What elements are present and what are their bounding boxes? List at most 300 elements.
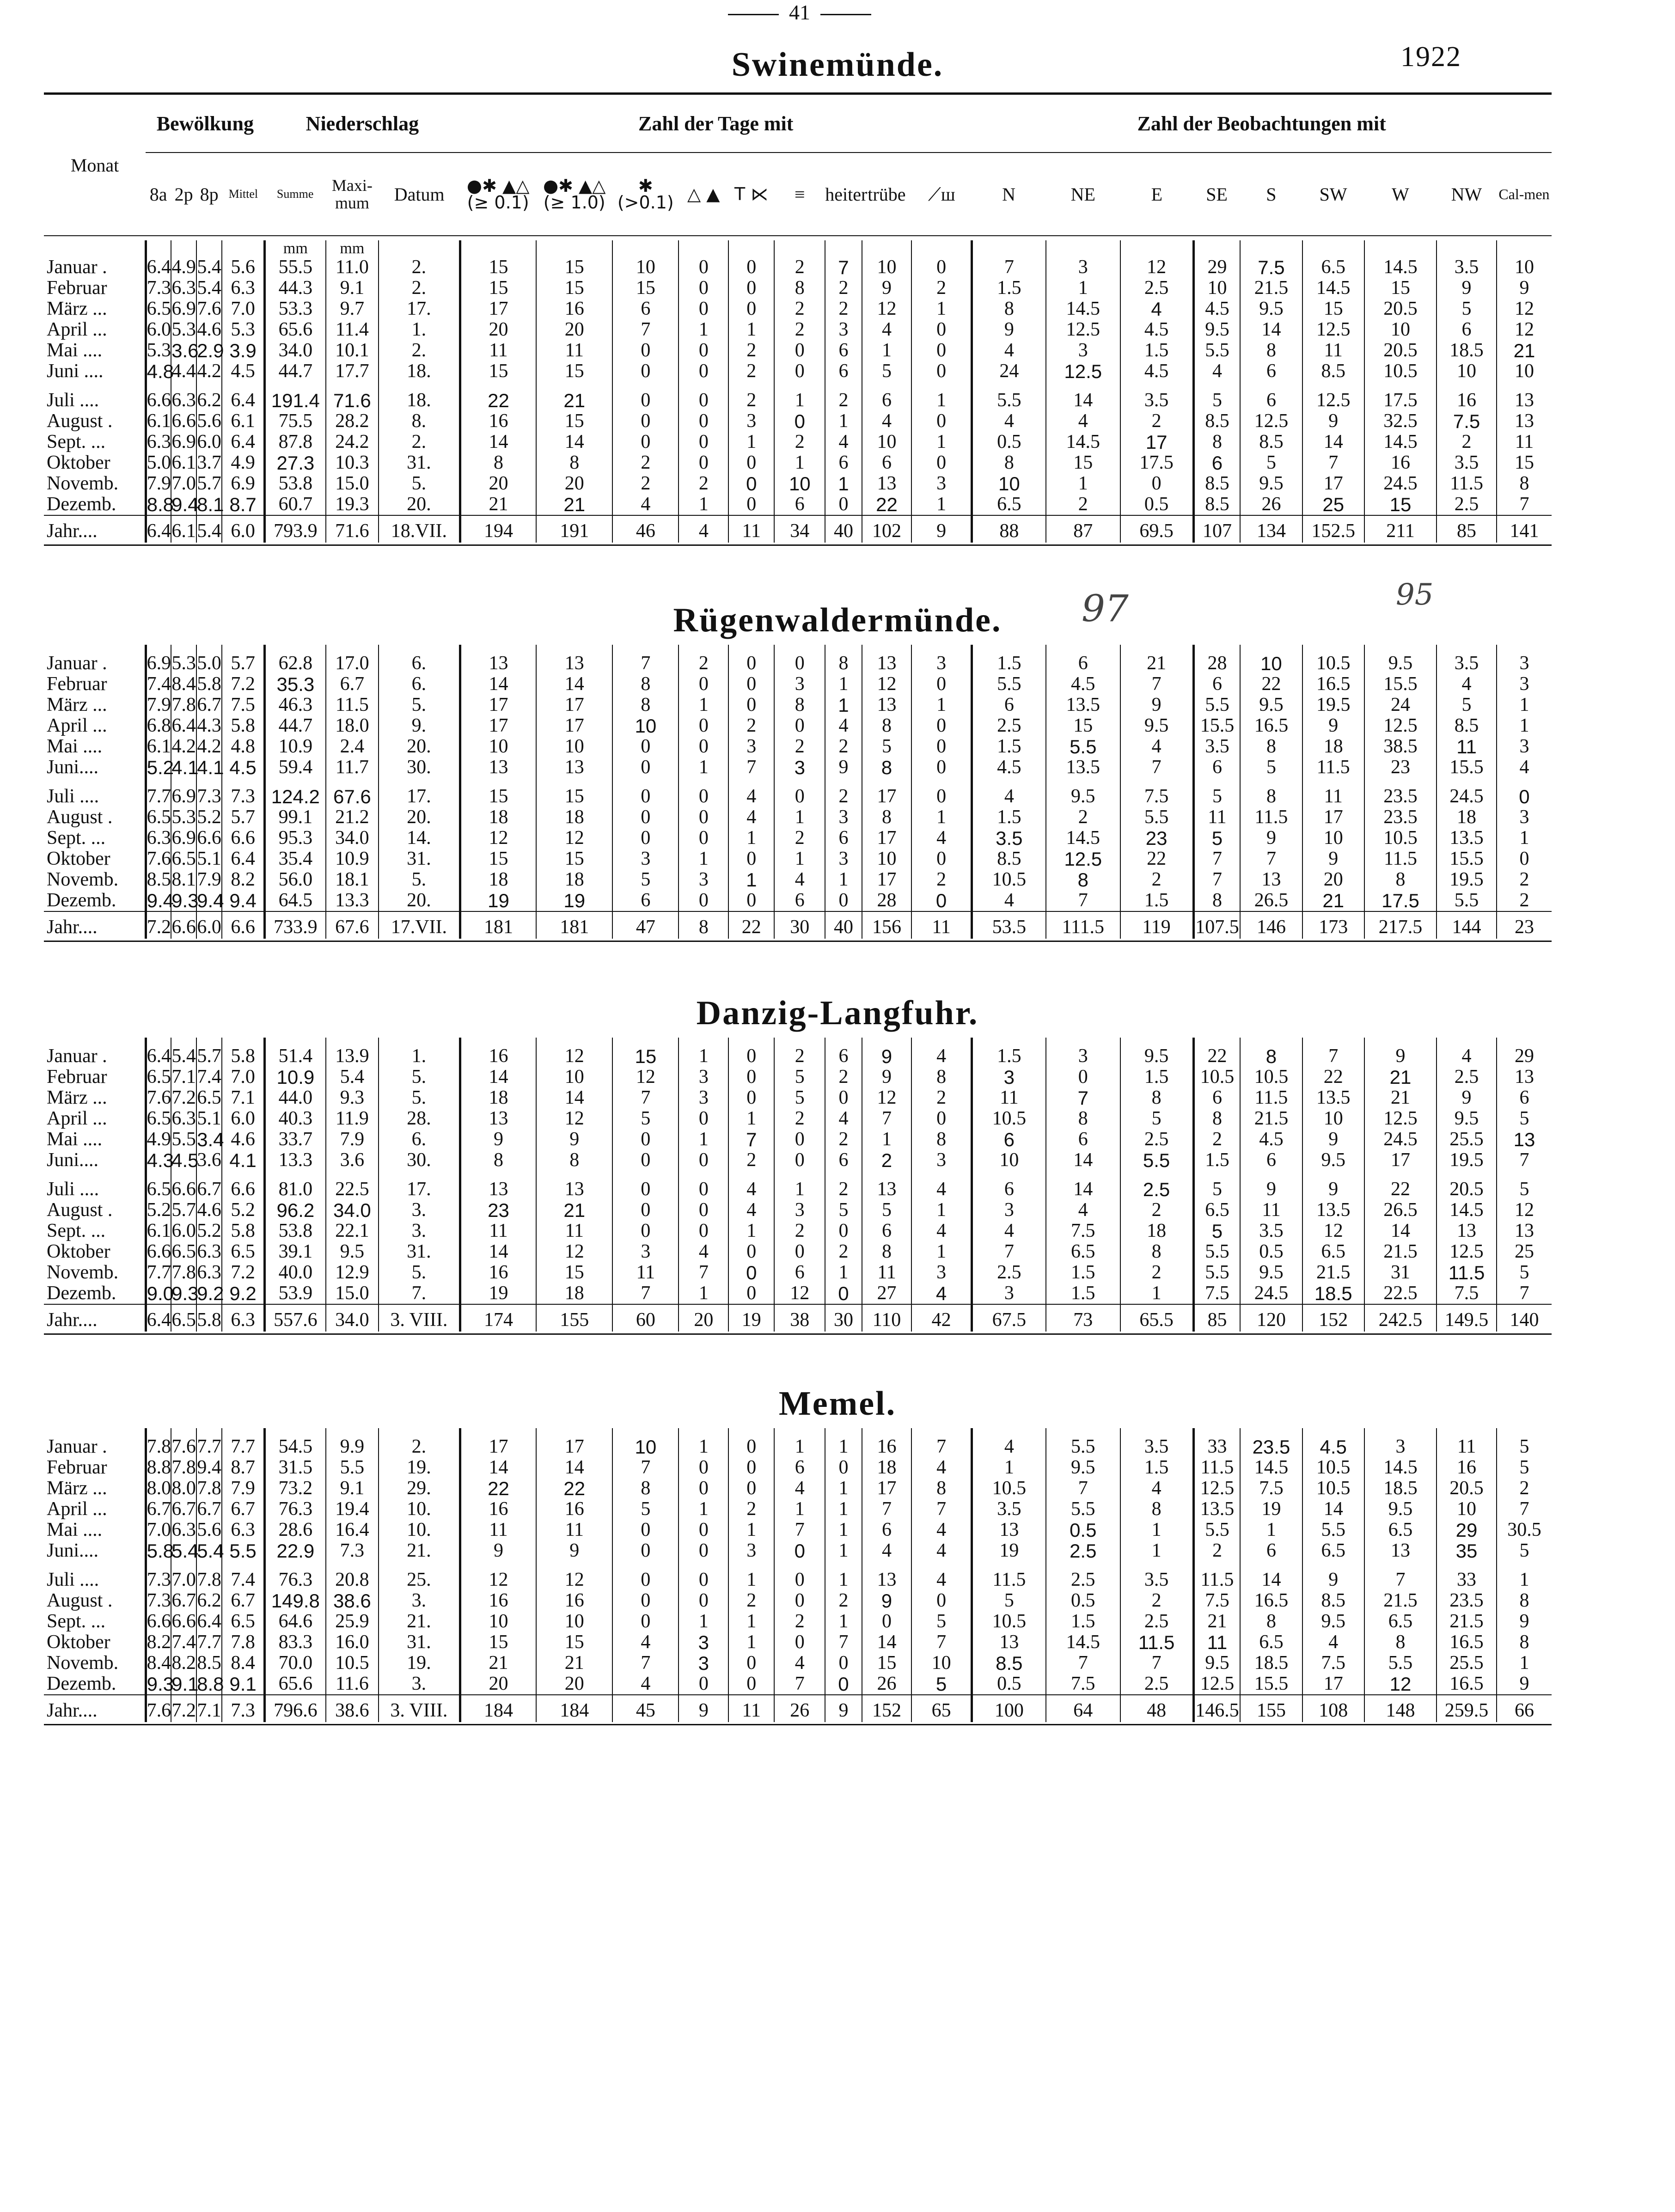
value-cell: 1 xyxy=(825,869,862,890)
spacer-cell xyxy=(774,1561,825,1570)
month-label: März ... xyxy=(47,1087,107,1108)
value-cell: 7.6 xyxy=(197,298,221,319)
value-cell: 3.6 xyxy=(197,1149,221,1171)
month-label: Januar . xyxy=(47,1045,107,1067)
spacer-cell xyxy=(1497,778,1552,786)
value-cell: 4 xyxy=(1046,411,1120,432)
month-row xyxy=(44,319,1552,340)
value-cell: 5.5 xyxy=(972,674,1046,695)
value-cell: 8.4 xyxy=(222,1653,264,1674)
value-cell: 3 xyxy=(1046,257,1120,278)
value-cell: 14.5 xyxy=(1364,1457,1437,1478)
value-cell: 10 xyxy=(862,257,912,278)
value-cell: 17 xyxy=(1364,1150,1437,1171)
value-cell: 9.5 xyxy=(1120,715,1193,736)
value-cell: 8.5 xyxy=(972,849,1046,869)
value-cell: 6.5 xyxy=(171,1241,196,1262)
month-label: Novemb. xyxy=(47,869,119,890)
value-cell: 156 xyxy=(862,911,912,939)
value-cell: 11 xyxy=(1240,1200,1302,1221)
spacer-cell xyxy=(379,645,460,653)
value-cell: 12.5 xyxy=(1046,849,1120,869)
value-cell: 12.9 xyxy=(326,1262,379,1283)
value-cell: 7 xyxy=(825,1632,862,1653)
value-cell: 7.4 xyxy=(222,1570,264,1590)
value-cell: 10 xyxy=(1193,278,1240,299)
value-cell: 1 xyxy=(911,1200,972,1221)
value-cell: 0.5 xyxy=(972,1674,1046,1695)
value-cell: 46.3 xyxy=(265,695,326,715)
value-cell: 29 xyxy=(1497,1046,1552,1067)
value-cell: 7. xyxy=(379,1283,460,1304)
value-cell: 1 xyxy=(825,1478,862,1499)
spacer-cell xyxy=(612,645,679,653)
value-cell: 7.8 xyxy=(222,1632,264,1653)
spacer-cell xyxy=(774,645,825,653)
value-cell: 2 xyxy=(774,299,825,319)
value-cell: 20 xyxy=(460,319,536,340)
station-table-3 xyxy=(44,1428,1552,1722)
value-cell: 21 xyxy=(1364,1088,1437,1108)
value-cell: 12 xyxy=(536,828,612,849)
value-cell: 0 xyxy=(728,1283,774,1304)
value-cell: 8 xyxy=(612,1478,679,1499)
value-cell: 9 xyxy=(1437,278,1497,299)
spacer-cell xyxy=(972,778,1046,786)
value-cell: 14 xyxy=(1046,1150,1120,1171)
value-cell: 6.5 xyxy=(171,848,196,869)
value-cell: 0 xyxy=(679,1179,728,1200)
value-cell: 9.3 xyxy=(326,1088,379,1108)
value-cell: 7.2 xyxy=(146,911,171,939)
station-title-ruegenwaldermuende: Rügenwaldermünde. xyxy=(673,601,1002,639)
value-cell: 8 xyxy=(1120,1499,1193,1520)
value-cell: 1.5 xyxy=(1120,890,1193,911)
value-cell: 8 xyxy=(1240,1611,1302,1632)
value-cell: 7.9 xyxy=(197,869,221,890)
value-cell: 11.5 xyxy=(1302,757,1364,778)
header-col-22 xyxy=(1302,153,1364,236)
value-cell: 0 xyxy=(728,1653,774,1674)
value-cell: 9.5 xyxy=(1302,1611,1364,1632)
month-label: Sept. ... xyxy=(47,1220,106,1241)
value-cell: 13 xyxy=(1497,411,1552,432)
month-label: August . xyxy=(47,807,113,828)
value-cell: 2 xyxy=(1046,807,1120,828)
value-cell: 15 xyxy=(460,1632,536,1653)
value-cell: 2. xyxy=(379,432,460,452)
spacer-cell xyxy=(536,645,612,653)
value-cell: 4 xyxy=(911,1540,972,1561)
spacer-cell xyxy=(1046,645,1120,653)
spacer-cell xyxy=(972,1038,1046,1046)
value-cell: 12.5 xyxy=(1046,319,1120,340)
spacer-cell xyxy=(171,1171,196,1179)
spacer-cell xyxy=(326,1038,379,1046)
value-cell: 9 xyxy=(1302,411,1364,432)
value-cell: 16 xyxy=(460,1499,536,1520)
value-cell: 5 xyxy=(1193,1221,1240,1241)
value-cell: 5.6 xyxy=(197,410,221,432)
value-cell: 10 xyxy=(536,1067,612,1088)
value-cell: 1 xyxy=(825,1520,862,1540)
value-cell: 6.7 xyxy=(326,674,379,695)
value-cell: 28. xyxy=(379,1108,460,1129)
value-cell: 18 xyxy=(862,1457,912,1478)
spacer-cell xyxy=(679,382,728,390)
value-cell: 14.5 xyxy=(1240,1457,1302,1478)
header-col-21 xyxy=(1240,153,1302,236)
spacer-cell xyxy=(1046,382,1120,390)
value-cell: 7.8 xyxy=(146,1436,171,1457)
month-label: Mai .... xyxy=(47,1519,103,1540)
value-cell: 13 xyxy=(536,757,612,778)
value-cell: 2.4 xyxy=(326,736,379,757)
spacer-cell xyxy=(460,382,536,390)
value-cell: 10.9 xyxy=(265,1067,326,1088)
value-cell: 146 xyxy=(1240,911,1302,939)
value-cell: 13 xyxy=(536,1179,612,1200)
value-cell: 19 xyxy=(536,890,612,911)
value-cell: 20 xyxy=(536,319,612,340)
value-cell: 7.0 xyxy=(146,1520,171,1540)
value-cell: 6.6 xyxy=(222,828,264,849)
value-cell: 1.5 xyxy=(1046,1611,1120,1632)
value-cell: 34 xyxy=(774,515,825,543)
value-cell: 8 xyxy=(1240,736,1302,757)
value-cell: 4.1 xyxy=(197,757,224,778)
header-col-5 xyxy=(265,153,326,236)
value-cell: 67.6 xyxy=(326,786,379,807)
value-cell: 2 xyxy=(728,1499,774,1520)
value-cell: 1 xyxy=(825,695,862,715)
value-cell: 11.5 xyxy=(1437,473,1497,494)
header-col-4 xyxy=(222,153,264,236)
value-cell: 9 xyxy=(1120,695,1193,715)
value-cell: 6.2 xyxy=(197,1590,221,1611)
value-cell: 6.3 xyxy=(171,1108,196,1129)
value-cell: 4 xyxy=(911,1520,972,1540)
value-cell: 7 xyxy=(1120,1653,1193,1674)
value-cell: 146.5 xyxy=(1193,1695,1240,1722)
month-label: Jahr.... xyxy=(44,1304,146,1332)
value-cell: 11 xyxy=(536,1221,612,1241)
value-cell: 17 xyxy=(460,695,536,715)
value-cell: 8 xyxy=(679,911,728,939)
value-cell: 17 xyxy=(536,695,612,715)
value-cell: 21 xyxy=(1497,340,1552,361)
value-cell: 5.5 xyxy=(171,1129,196,1150)
value-cell: 0 xyxy=(612,1179,679,1200)
month-row xyxy=(44,736,1552,757)
value-cell: 1 xyxy=(911,390,972,411)
value-cell: 5.2 xyxy=(197,807,221,828)
value-cell: 20 xyxy=(536,1674,612,1695)
value-cell: 0 xyxy=(612,1221,679,1241)
spacer-cell xyxy=(679,645,728,653)
value-cell: 33.7 xyxy=(265,1129,326,1150)
value-cell: 6.5 xyxy=(222,1611,264,1632)
value-cell: 6 xyxy=(825,828,862,849)
value-cell: 3.6 xyxy=(326,1150,379,1171)
value-cell: 2 xyxy=(825,278,862,299)
value-cell: 12 xyxy=(536,1046,612,1067)
value-cell: 20. xyxy=(379,736,460,757)
value-cell: 20.5 xyxy=(1437,1179,1497,1200)
unit-cell xyxy=(1120,240,1193,257)
value-cell: 30. xyxy=(379,757,460,778)
value-cell: 16 xyxy=(536,1499,612,1520)
value-cell: 149.5 xyxy=(1437,1304,1497,1332)
value-cell: 1 xyxy=(1240,1520,1302,1540)
value-cell: 6 xyxy=(825,361,862,382)
value-cell: 3. VIII. xyxy=(379,1304,460,1332)
value-cell: 4.9 xyxy=(222,452,264,473)
value-cell: 8.5 xyxy=(972,1653,1046,1674)
value-cell: 22 xyxy=(1193,1046,1240,1067)
value-cell: 0 xyxy=(911,715,972,736)
value-cell: 11.5 xyxy=(1193,1457,1240,1478)
value-cell: 7.7 xyxy=(222,1436,264,1457)
station-title-memel: Memel. xyxy=(778,1385,897,1423)
header-col-19 xyxy=(1120,153,1193,236)
value-cell: 6.3 xyxy=(222,278,264,299)
value-cell: 6.3 xyxy=(197,1241,221,1262)
value-cell: 9 xyxy=(1240,1179,1302,1200)
value-cell: 17 xyxy=(862,1478,912,1499)
value-cell: 26 xyxy=(1240,494,1302,515)
value-cell: 15 xyxy=(460,786,536,807)
value-cell: 2.5 xyxy=(972,1262,1046,1283)
spacer-cell xyxy=(728,1428,774,1436)
value-cell: 7 xyxy=(1120,674,1193,695)
spacer-cell xyxy=(460,1171,536,1179)
value-cell: 2 xyxy=(728,715,774,736)
value-cell: 10 xyxy=(612,257,679,278)
value-cell: 5.0 xyxy=(146,452,171,473)
value-cell: 8 xyxy=(1193,890,1240,911)
station-title-swinemuende: Swinemünde. xyxy=(731,46,944,84)
value-cell: 12.5 xyxy=(1046,361,1120,382)
value-cell: 0 xyxy=(679,390,728,411)
month-label: Mai .... xyxy=(47,1129,103,1150)
value-cell: 23.5 xyxy=(1364,807,1437,828)
value-cell: 0 xyxy=(774,1129,825,1150)
value-cell: 12 xyxy=(460,1570,536,1590)
value-cell: 53.9 xyxy=(265,1283,326,1304)
value-cell: 17.VII. xyxy=(379,911,460,939)
month-label: Januar . xyxy=(47,1436,107,1457)
value-cell: 9 xyxy=(1302,849,1364,869)
spacer-cell xyxy=(1046,1561,1120,1570)
value-cell: 3 xyxy=(1497,674,1552,695)
value-cell: 19 xyxy=(460,1283,536,1304)
value-cell: 793.9 xyxy=(265,515,326,543)
unit-cell: mm xyxy=(326,240,379,257)
value-cell: 10.5 xyxy=(972,1108,1046,1129)
value-cell: 7 xyxy=(1240,849,1302,869)
value-cell: 6.7 xyxy=(197,694,221,715)
spacer-cell xyxy=(222,1171,264,1179)
value-cell: 10.5 xyxy=(972,1611,1046,1632)
value-cell: 20.8 xyxy=(326,1570,379,1590)
station-bottom-rule xyxy=(44,544,1552,546)
header-col-label: T ⋉ xyxy=(734,184,769,204)
value-cell: 7.8 xyxy=(171,694,196,715)
value-cell: 2.5 xyxy=(1046,1570,1120,1590)
value-cell: 0 xyxy=(679,1540,728,1561)
spacer-cell xyxy=(1120,382,1193,390)
value-cell: 3.5 xyxy=(972,1499,1046,1520)
value-cell: 87.8 xyxy=(265,432,326,452)
header-col-1 xyxy=(146,153,171,236)
month-label: Dezemb. xyxy=(47,890,116,911)
value-cell: 8 xyxy=(612,695,679,715)
spacer-cell xyxy=(825,645,862,653)
value-cell: 14 xyxy=(536,674,612,695)
value-cell: 6.0 xyxy=(146,319,171,340)
month-row xyxy=(44,1632,1552,1653)
value-cell: 17 xyxy=(862,786,912,807)
value-cell: 8 xyxy=(972,452,1046,473)
value-cell: 18.5 xyxy=(1240,1653,1302,1674)
value-cell: 18 xyxy=(460,807,536,828)
value-cell: 0 xyxy=(911,452,972,473)
value-cell: 53.3 xyxy=(265,299,326,319)
value-cell: 10 xyxy=(536,1611,612,1632)
value-cell: 14.5 xyxy=(1364,257,1437,278)
value-cell: 15 xyxy=(460,361,536,382)
value-cell: 5.5 xyxy=(1193,1520,1240,1540)
value-cell: 11.6 xyxy=(326,1674,379,1695)
value-cell: 6.6 xyxy=(146,390,171,411)
value-cell: 13.5 xyxy=(1302,1200,1364,1221)
spacer-cell xyxy=(1240,1428,1302,1436)
spacer-cell xyxy=(1120,1428,1193,1436)
value-cell: 3.5 xyxy=(972,828,1046,849)
value-cell: 6.5 xyxy=(1193,1200,1240,1221)
value-cell: 4.1 xyxy=(222,1150,264,1171)
value-cell: 6.5 xyxy=(146,299,171,319)
value-cell: 733.9 xyxy=(265,911,326,939)
value-cell: 7.5 xyxy=(1193,1283,1240,1304)
value-cell: 6.0 xyxy=(196,911,222,939)
value-cell: 7 xyxy=(1497,1150,1552,1171)
spacer-cell xyxy=(222,1038,264,1046)
value-cell: 65 xyxy=(911,1695,972,1722)
value-cell: 21 xyxy=(536,1200,612,1221)
value-cell: 0 xyxy=(728,494,774,515)
value-cell: 0 xyxy=(825,1088,862,1108)
value-cell: 10 xyxy=(972,473,1046,494)
value-cell: 16 xyxy=(1437,390,1497,411)
value-cell: 6 xyxy=(825,1046,862,1067)
value-cell: 194 xyxy=(460,515,536,543)
month-row xyxy=(44,1540,1552,1561)
value-cell: 3 xyxy=(911,1150,972,1171)
value-cell: 17 xyxy=(1302,473,1364,494)
value-cell: 65.6 xyxy=(265,319,326,340)
value-cell: 1 xyxy=(1497,828,1552,849)
value-cell: 39.1 xyxy=(265,1241,326,1262)
value-cell: 108 xyxy=(1302,1695,1364,1722)
value-cell: 71.6 xyxy=(326,515,379,543)
header-col-label: NW xyxy=(1451,183,1482,205)
station-title-danzig-langfuhr: Danzig-Langfuhr. xyxy=(696,994,979,1032)
value-cell: 0 xyxy=(728,1674,774,1695)
month-label: August . xyxy=(47,1199,113,1221)
spacer-cell xyxy=(326,645,379,653)
spacer-cell xyxy=(1302,1038,1364,1046)
year-total-row xyxy=(44,1695,1552,1722)
value-cell: 11.4 xyxy=(326,319,379,340)
value-cell: 4 xyxy=(911,1179,972,1200)
value-cell: 13 xyxy=(972,1632,1046,1653)
spacer-cell xyxy=(728,1038,774,1046)
spacer-cell xyxy=(1437,1038,1497,1046)
value-cell: 5 xyxy=(1497,1262,1552,1283)
value-cell: 2 xyxy=(825,390,862,411)
value-cell: 3.5 xyxy=(1120,1570,1193,1590)
value-cell: 0 xyxy=(728,1088,774,1108)
value-cell: 67.5 xyxy=(972,1304,1046,1332)
value-cell: 8 xyxy=(1240,786,1302,807)
value-cell: 5.4 xyxy=(326,1067,379,1088)
value-cell: 22 xyxy=(1240,674,1302,695)
value-cell: 4 xyxy=(825,715,862,736)
value-cell: 15.5 xyxy=(1364,674,1437,695)
value-cell: 59.4 xyxy=(265,757,326,778)
value-cell: 6 xyxy=(1437,319,1497,340)
value-cell: 1 xyxy=(728,1570,774,1590)
value-cell: 14 xyxy=(460,1457,536,1478)
value-cell: 1 xyxy=(679,494,728,515)
value-cell: 0 xyxy=(825,1674,862,1695)
value-cell: 0.5 xyxy=(1046,1520,1120,1540)
value-cell: 20. xyxy=(379,494,460,515)
value-cell: 155 xyxy=(536,1304,612,1332)
value-cell: 18.VII. xyxy=(379,515,460,543)
value-cell: 3 xyxy=(1497,653,1552,674)
value-cell: 19. xyxy=(379,1653,460,1674)
page-number-dash-left xyxy=(728,14,779,15)
value-cell: 22 xyxy=(1364,1179,1437,1200)
value-cell: 0 xyxy=(679,1221,728,1241)
value-cell: 33 xyxy=(1437,1570,1497,1590)
month-label: Novemb. xyxy=(47,1262,119,1283)
value-cell: 3.5 xyxy=(1437,653,1497,674)
value-cell: 5 xyxy=(612,1108,679,1129)
value-cell: 8.7 xyxy=(222,494,264,515)
value-cell: 16 xyxy=(460,411,536,432)
value-cell: 20 xyxy=(460,473,536,494)
value-cell: 21 xyxy=(460,1653,536,1674)
value-cell: 4.5 xyxy=(972,757,1046,778)
value-cell: 8.5 xyxy=(1302,1590,1364,1611)
value-cell: 5 xyxy=(911,1611,972,1632)
value-cell: 6.4 xyxy=(171,715,196,736)
value-cell: 5.4 xyxy=(197,277,221,299)
value-cell: 4 xyxy=(911,1046,972,1067)
value-cell: 0 xyxy=(774,1540,825,1561)
value-cell: 9.4 xyxy=(197,890,224,911)
unit-cell xyxy=(1046,240,1120,257)
spacer-cell xyxy=(825,1038,862,1046)
value-cell: 181 xyxy=(460,911,536,939)
spacer-cell xyxy=(825,778,862,786)
value-cell: 5 xyxy=(774,1067,825,1088)
value-cell: 119 xyxy=(1120,911,1193,939)
